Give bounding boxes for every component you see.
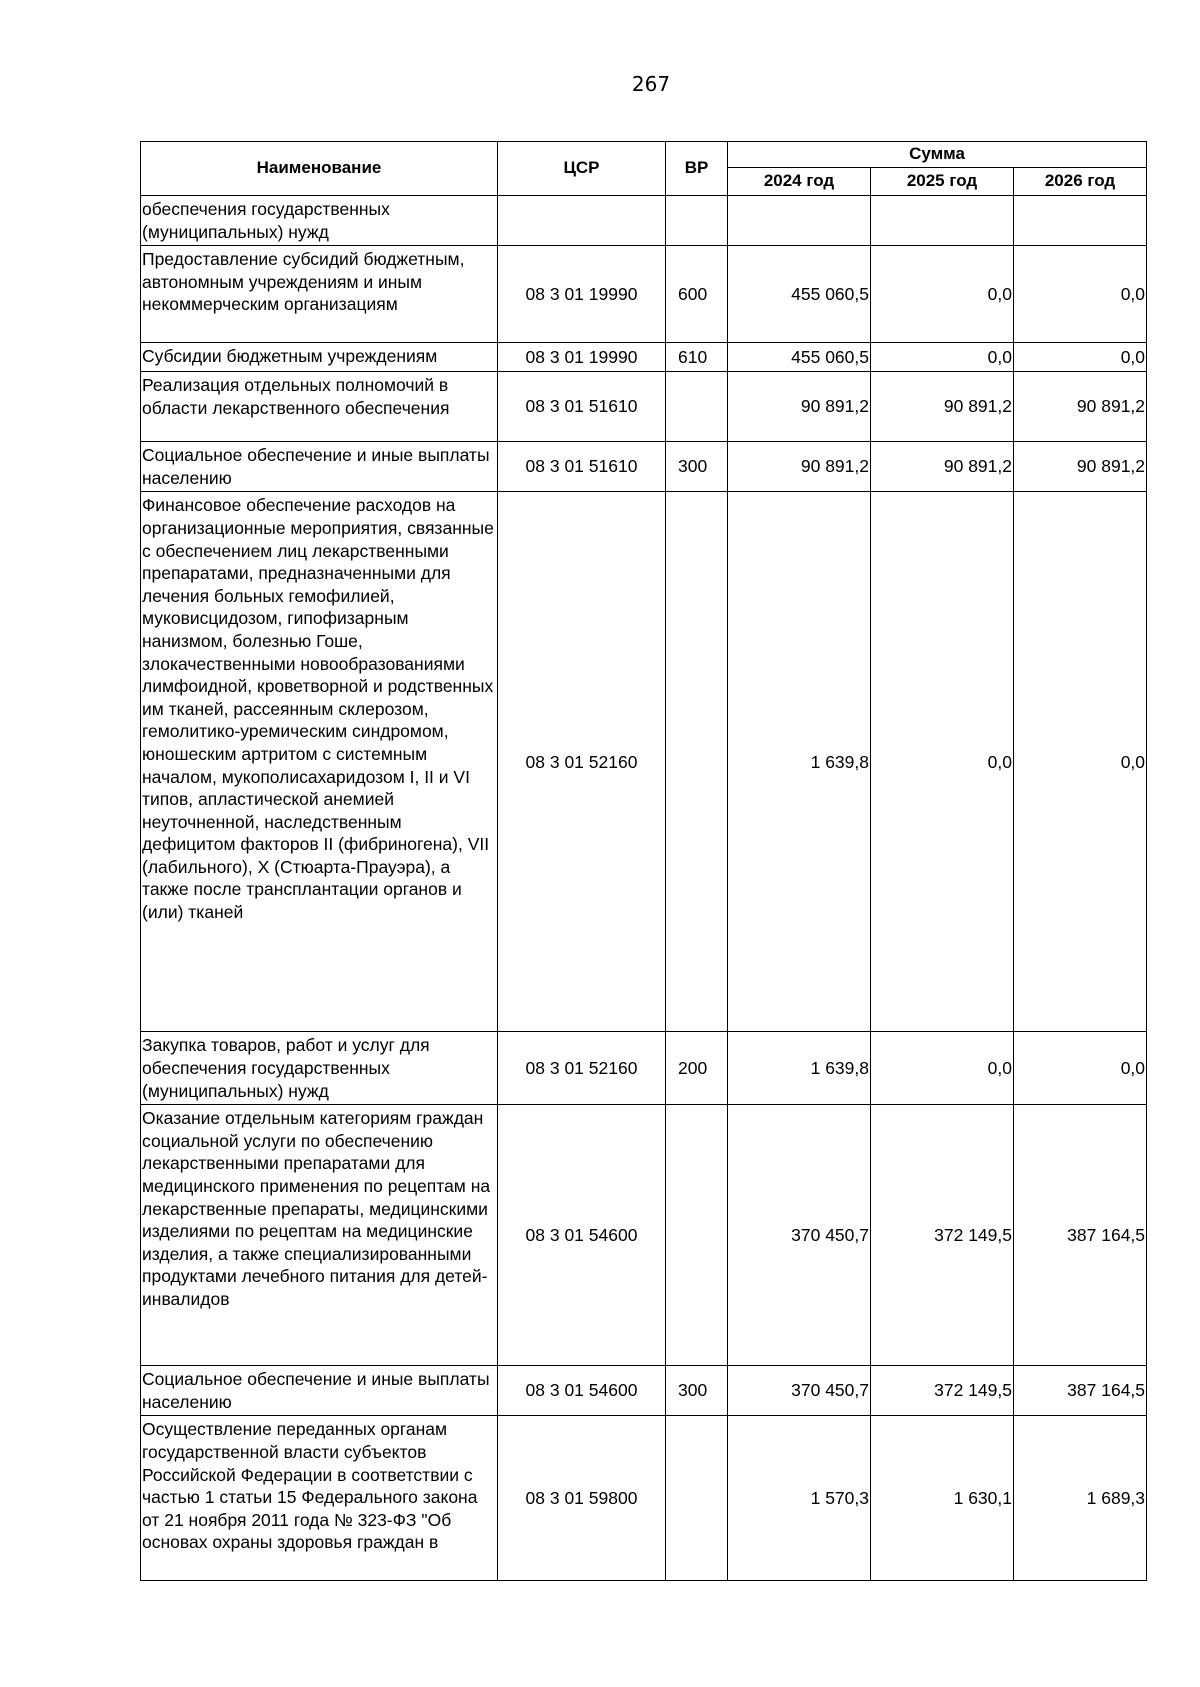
table-row (141, 372, 1147, 442)
row-sum-2024: 1 639,8 (728, 1032, 871, 1105)
row-vr: 610 (666, 343, 728, 372)
table-row (141, 442, 1147, 492)
row-sum-2026: 387 164,5 (1014, 1105, 1147, 1366)
row-vr (666, 492, 728, 1032)
row-vr: 300 (666, 1366, 728, 1416)
row-sum-2026: 0,0 (1014, 343, 1147, 372)
table-row (141, 1105, 1147, 1366)
header-year-2026: 2026 год (1014, 168, 1147, 196)
row-vr: 600 (666, 246, 728, 343)
page-number: 267 (631, 72, 671, 96)
row-sum-2026 (1014, 196, 1147, 246)
row-sum-2026: 0,0 (1014, 492, 1147, 1032)
row-sum-2024: 455 060,5 (728, 246, 871, 343)
row-sum-2025: 0,0 (871, 492, 1014, 1032)
row-sum-2026: 1 689,3 (1014, 1416, 1147, 1581)
row-sum-2025: 1 630,1 (871, 1416, 1014, 1581)
row-vr: 300 (666, 442, 728, 492)
row-sum-2026: 90 891,2 (1014, 442, 1147, 492)
row-sum-2026: 0,0 (1014, 1032, 1147, 1105)
row-csr (498, 196, 666, 246)
row-sum-2025: 90 891,2 (871, 442, 1014, 492)
row-sum-2024: 1 570,3 (728, 1416, 871, 1581)
row-name: Социальное обеспечение и иные выплаты населению (141, 442, 498, 492)
row-vr (666, 196, 728, 246)
header-year-2025: 2025 год (871, 168, 1014, 196)
row-name: Субсидии бюджетным учреждениям (141, 343, 498, 372)
row-sum-2024: 370 450,7 (728, 1105, 871, 1366)
row-name: Финансовое обеспечение расходов на организационные мероприятия, связанные с обеспечением лиц лекарственными препаратами, предназначенными для лечения больных гемофилией, муковисцидозом, гипофизарным нанизмом, болезнью Гоше, злокачественными новообразованиями лимфоидной, кроветворной и родственных им тканей, рассеянным склерозом, гемолитико-уремическим синдромом, юношеским артритом с системным началом, мукополисахаридозом I, II и VI типов, апластической анемией неуточненной, наследственным дефицитом факторов II (фибриногена), VII (лабильного), X (Стюарта-Прауэра), а также после трансплантации органов и (или) тканей (141, 492, 498, 1032)
header-sum: Сумма (728, 142, 1147, 168)
table-row (141, 1032, 1147, 1105)
row-sum-2025: 372 149,5 (871, 1366, 1014, 1416)
row-vr (666, 372, 728, 442)
row-sum-2024: 455 060,5 (728, 343, 871, 372)
table-row (141, 343, 1147, 372)
row-name: Социальное обеспечение и иные выплаты населению (141, 1366, 498, 1416)
header-csr: ЦСР (498, 142, 666, 196)
row-csr: 08 3 01 19990 (498, 343, 666, 372)
row-name: Реализация отдельных полномочий в области лекарственного обеспечения (141, 372, 498, 442)
row-sum-2025: 0,0 (871, 1032, 1014, 1105)
row-name: Предоставление субсидий бюджетным, автономным учреждениям и иным некоммерческим организациям (141, 246, 498, 343)
row-name: Закупка товаров, работ и услуг для обеспечения государственных (муниципальных) нужд (141, 1032, 498, 1105)
row-sum-2024: 90 891,2 (728, 442, 871, 492)
row-sum-2025: 372 149,5 (871, 1105, 1014, 1366)
table-row (141, 1416, 1147, 1581)
row-sum-2024: 370 450,7 (728, 1366, 871, 1416)
row-sum-2025 (871, 196, 1014, 246)
row-sum-2025: 0,0 (871, 246, 1014, 343)
row-csr: 08 3 01 59800 (498, 1416, 666, 1581)
row-csr: 08 3 01 51610 (498, 372, 666, 442)
row-sum-2024 (728, 196, 871, 246)
row-csr: 08 3 01 51610 (498, 442, 666, 492)
row-vr: 200 (666, 1032, 728, 1105)
header-name: Наименование (141, 142, 498, 196)
row-csr: 08 3 01 52160 (498, 1032, 666, 1105)
row-sum-2026: 0,0 (1014, 246, 1147, 343)
table-row (141, 196, 1147, 246)
row-sum-2026: 387 164,5 (1014, 1366, 1147, 1416)
row-name: Оказание отдельным категориям граждан социальной услуги по обеспечению лекарственными препаратами для медицинского применения по рецептам на лекарственные препараты, медицинскими изделиями по рецептам на медицинские изделия, а также специализированными продуктами лечебного питания для детей-инвалидов (141, 1105, 498, 1366)
row-name: Осуществление переданных органам государственной власти субъектов Российской Федерации в соответствии с частью 1 статьи 15 Федерального закона от 21 ноября 2011 года № 323-ФЗ "Об основах охраны здоровья граждан в (141, 1416, 498, 1581)
row-sum-2026: 90 891,2 (1014, 372, 1147, 442)
table-row (141, 1366, 1147, 1416)
row-vr (666, 1105, 728, 1366)
row-sum-2024: 90 891,2 (728, 372, 871, 442)
row-name: обеспечения государственных (муниципальных) нужд (141, 196, 498, 246)
row-sum-2024: 1 639,8 (728, 492, 871, 1032)
header-vr: ВР (666, 142, 728, 196)
budget-table (140, 141, 1147, 1581)
table-row (141, 492, 1147, 1032)
row-csr: 08 3 01 19990 (498, 246, 666, 343)
row-csr: 08 3 01 52160 (498, 492, 666, 1032)
row-csr: 08 3 01 54600 (498, 1366, 666, 1416)
budget-table-container (140, 141, 1147, 1581)
row-sum-2025: 90 891,2 (871, 372, 1014, 442)
row-vr (666, 1416, 728, 1581)
row-csr: 08 3 01 54600 (498, 1105, 666, 1366)
row-sum-2025: 0,0 (871, 343, 1014, 372)
header-year-2024: 2024 год (728, 168, 871, 196)
table-row (141, 246, 1147, 343)
